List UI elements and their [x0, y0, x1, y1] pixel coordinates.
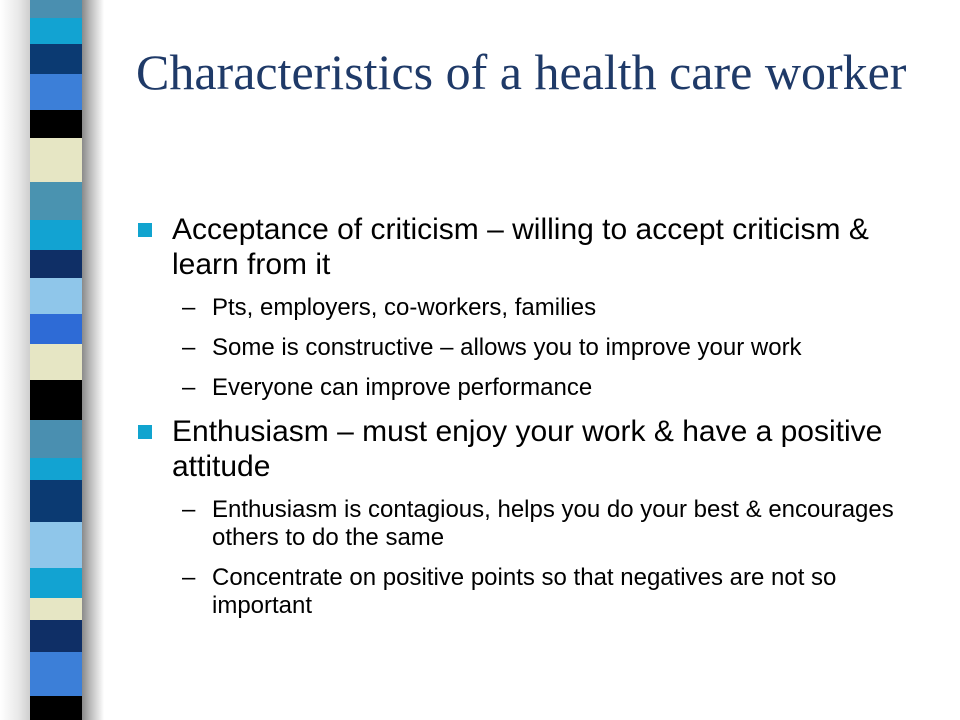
sub-bullet-text: Everyone can improve performance — [212, 374, 593, 401]
bullet-text: Enthusiasm – must enjoy your work & have a positive attitude — [172, 415, 883, 483]
slide-content — [136, 212, 936, 632]
sub-bullet-text: Enthusiasm is contagious, helps you do your best & encourages others to do the same — [212, 496, 894, 551]
stripe-band — [30, 278, 82, 314]
dash-marker: – — [182, 564, 196, 591]
stripe-band — [30, 182, 82, 220]
stripe-shadow — [82, 0, 104, 720]
decorative-stripe-bar — [0, 0, 110, 720]
sub-bullet-text: Concentrate on positive points so that negatives are not so important — [212, 564, 837, 619]
sub-bullet — [136, 496, 936, 552]
stripe-left-shade — [0, 0, 30, 720]
dash-marker: – — [182, 294, 196, 321]
slide-title: Characteristics of a health care worker — [136, 44, 907, 100]
sub-bullet — [136, 294, 936, 322]
stripe-band — [30, 220, 82, 250]
bullet-enthusiasm — [136, 414, 936, 484]
sub-bullet — [136, 374, 936, 402]
square-bullet-icon — [138, 425, 152, 439]
stripe-band — [30, 568, 82, 598]
stripe-band — [30, 480, 82, 522]
stripe-band — [30, 522, 82, 568]
sub-bullet-text: Pts, employers, co-workers, families — [212, 294, 597, 321]
stripe-band — [30, 652, 82, 696]
stripe-band — [30, 74, 82, 110]
stripe-band — [30, 110, 82, 138]
stripe-band — [30, 138, 82, 182]
stripe-band — [30, 44, 82, 74]
stripe-band — [30, 458, 82, 480]
stripe-band — [30, 620, 82, 652]
stripe-band — [30, 314, 82, 344]
stripe-band — [30, 420, 82, 458]
stripe-band — [30, 696, 82, 720]
dash-marker: – — [182, 496, 196, 523]
sub-bullet — [136, 564, 936, 620]
sub-bullet — [136, 334, 936, 362]
dash-marker: – — [182, 374, 196, 401]
stripe-band — [30, 18, 82, 44]
bullet-text: Acceptance of criticism – willing to accept criticism & learn from it — [172, 213, 869, 281]
stripe-band — [30, 598, 82, 620]
sub-bullet-text: Some is constructive – allows you to improve your work — [212, 334, 802, 361]
dash-marker: – — [182, 334, 196, 361]
stripe-band — [30, 250, 82, 278]
stripe-band — [30, 0, 82, 18]
stripe-band — [30, 380, 82, 420]
stripe-band — [30, 344, 82, 380]
bullet-acceptance-of-criticism — [136, 212, 936, 282]
square-bullet-icon — [138, 223, 152, 237]
